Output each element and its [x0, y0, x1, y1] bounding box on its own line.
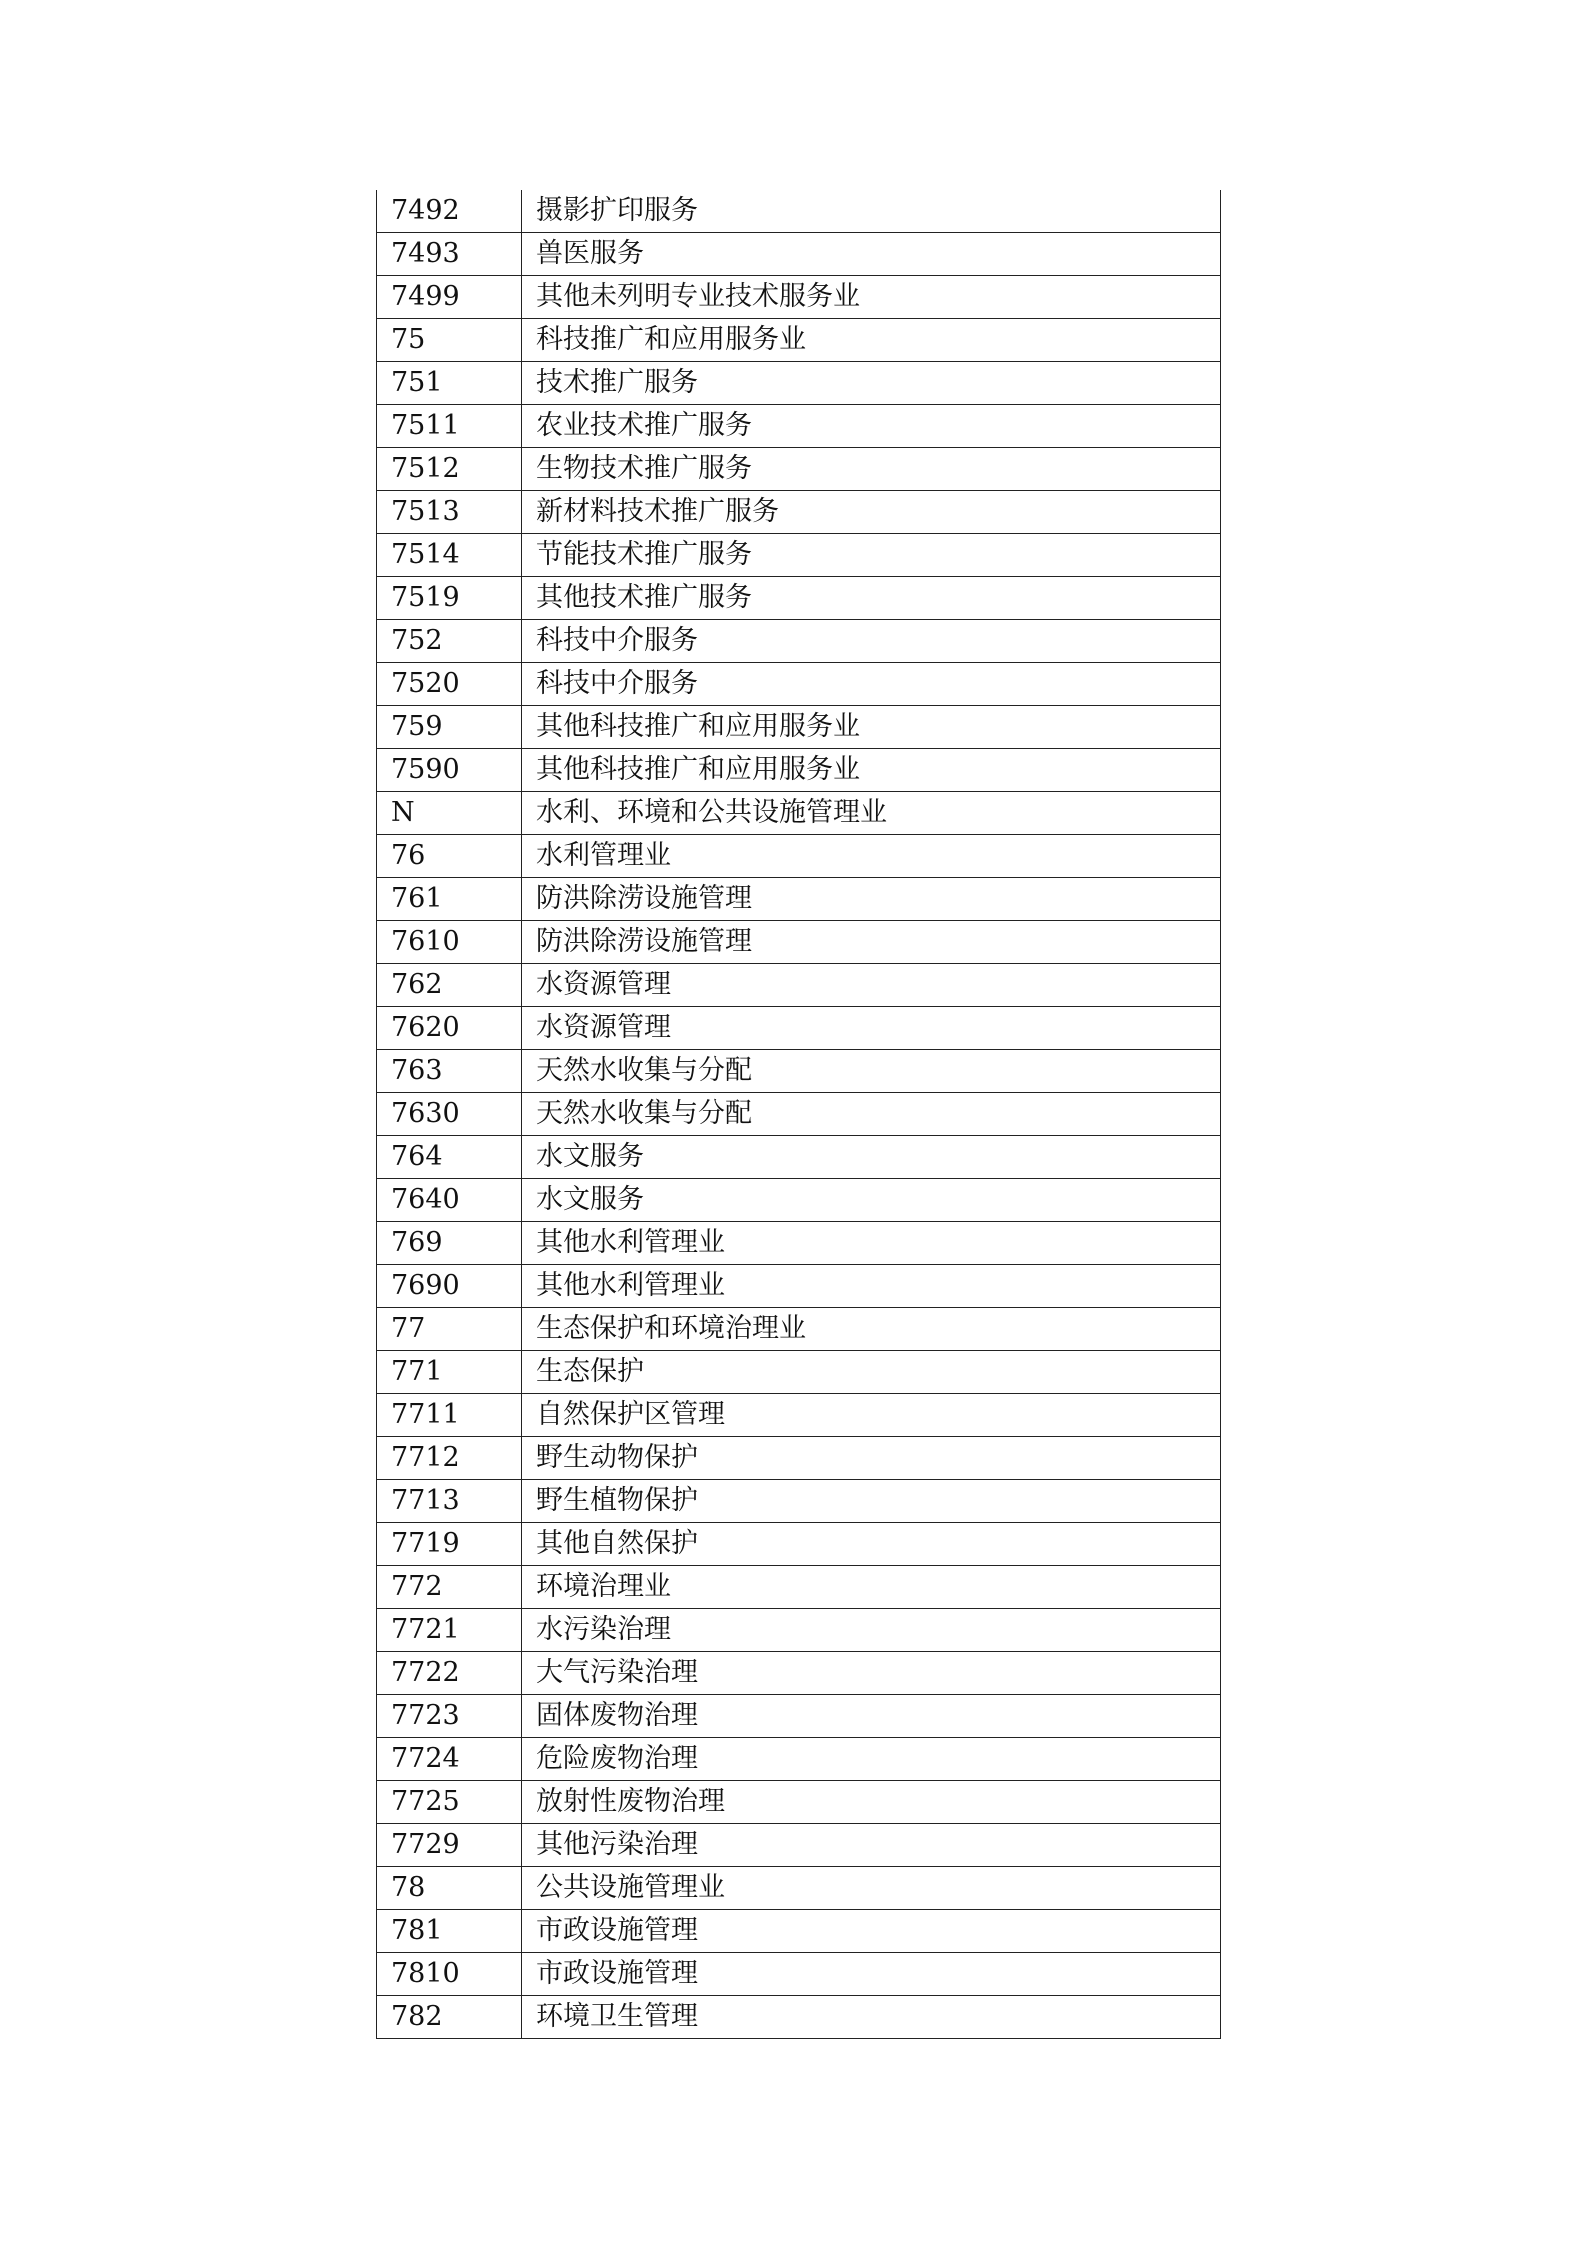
industry-code-cell: 781 [377, 1910, 522, 1953]
industry-name-cell: 水资源管理 [522, 1007, 1221, 1050]
industry-code-cell: 7590 [377, 749, 522, 792]
table-row [377, 1781, 1221, 1824]
industry-code-cell: 7712 [377, 1437, 522, 1480]
table-row [377, 534, 1221, 577]
table-body [377, 190, 1221, 2039]
industry-name-cell: 固体废物治理 [522, 1695, 1221, 1738]
industry-name-cell: 水文服务 [522, 1136, 1221, 1179]
industry-code-cell: 7630 [377, 1093, 522, 1136]
industry-code-cell: 759 [377, 706, 522, 749]
industry-code-cell: 751 [377, 362, 522, 405]
industry-name-cell: 危险废物治理 [522, 1738, 1221, 1781]
industry-name-cell: 放射性废物治理 [522, 1781, 1221, 1824]
industry-name-cell: 其他技术推广服务 [522, 577, 1221, 620]
table-row [377, 1007, 1221, 1050]
industry-code-cell: 7729 [377, 1824, 522, 1867]
industry-code-cell: 7493 [377, 233, 522, 276]
industry-name-cell: 其他污染治理 [522, 1824, 1221, 1867]
table-row [377, 405, 1221, 448]
table-row [377, 1136, 1221, 1179]
industry-code-cell: 7519 [377, 577, 522, 620]
industry-code-cell: 7711 [377, 1394, 522, 1437]
industry-name-cell: 其他科技推广和应用服务业 [522, 706, 1221, 749]
industry-code-cell: 7723 [377, 1695, 522, 1738]
industry-code-cell: 7713 [377, 1480, 522, 1523]
table-row [377, 1308, 1221, 1351]
industry-name-cell: 科技推广和应用服务业 [522, 319, 1221, 362]
table-row [377, 706, 1221, 749]
industry-name-cell: 公共设施管理业 [522, 1867, 1221, 1910]
industry-code-cell: 764 [377, 1136, 522, 1179]
table-row [377, 1265, 1221, 1308]
industry-code-cell: 7492 [377, 190, 522, 233]
table-row [377, 491, 1221, 534]
industry-code-cell: 7640 [377, 1179, 522, 1222]
table-row [377, 1867, 1221, 1910]
industry-name-cell: 水文服务 [522, 1179, 1221, 1222]
industry-code-cell: 7499 [377, 276, 522, 319]
table-row [377, 1093, 1221, 1136]
industry-name-cell: 野生植物保护 [522, 1480, 1221, 1523]
table-row [377, 835, 1221, 878]
industry-name-cell: 大气污染治理 [522, 1652, 1221, 1695]
industry-name-cell: 新材料技术推广服务 [522, 491, 1221, 534]
industry-code-cell: 7725 [377, 1781, 522, 1824]
industry-name-cell: 水资源管理 [522, 964, 1221, 1007]
industry-code-cell: 7722 [377, 1652, 522, 1695]
industry-name-cell: 生态保护 [522, 1351, 1221, 1394]
industry-code-cell: 782 [377, 1996, 522, 2039]
table-row [377, 448, 1221, 491]
industry-code-cell: 772 [377, 1566, 522, 1609]
industry-name-cell: 摄影扩印服务 [522, 190, 1221, 233]
industry-code-cell: 7810 [377, 1953, 522, 1996]
industry-code-table [376, 190, 1221, 2039]
table-row [377, 1910, 1221, 1953]
industry-name-cell: 市政设施管理 [522, 1910, 1221, 1953]
table-row [377, 1394, 1221, 1437]
table-row [377, 749, 1221, 792]
table-row [377, 1351, 1221, 1394]
table-row [377, 1523, 1221, 1566]
table-row [377, 1738, 1221, 1781]
industry-name-cell: 野生动物保护 [522, 1437, 1221, 1480]
table-row [377, 1824, 1221, 1867]
industry-code-cell: 76 [377, 835, 522, 878]
industry-name-cell: 天然水收集与分配 [522, 1050, 1221, 1093]
table-row [377, 663, 1221, 706]
industry-code-cell: 7512 [377, 448, 522, 491]
industry-name-cell: 水利管理业 [522, 835, 1221, 878]
industry-name-cell: 水污染治理 [522, 1609, 1221, 1652]
industry-name-cell: 其他水利管理业 [522, 1265, 1221, 1308]
industry-name-cell: 水利、环境和公共设施管理业 [522, 792, 1221, 835]
table-row [377, 1996, 1221, 2039]
industry-code-cell: 78 [377, 1867, 522, 1910]
table-row [377, 1179, 1221, 1222]
table-row [377, 1609, 1221, 1652]
table-row [377, 1050, 1221, 1093]
industry-code-cell: 7724 [377, 1738, 522, 1781]
industry-name-cell: 科技中介服务 [522, 663, 1221, 706]
table-row [377, 1953, 1221, 1996]
industry-code-cell: 75 [377, 319, 522, 362]
industry-code-cell: 77 [377, 1308, 522, 1351]
table-row [377, 362, 1221, 405]
industry-name-cell: 农业技术推广服务 [522, 405, 1221, 448]
industry-name-cell: 科技中介服务 [522, 620, 1221, 663]
industry-code-cell: 7520 [377, 663, 522, 706]
table-row [377, 1652, 1221, 1695]
industry-name-cell: 防洪除涝设施管理 [522, 921, 1221, 964]
industry-code-cell: 7514 [377, 534, 522, 577]
industry-name-cell: 环境治理业 [522, 1566, 1221, 1609]
industry-code-cell: 769 [377, 1222, 522, 1265]
industry-name-cell: 技术推广服务 [522, 362, 1221, 405]
industry-name-cell: 其他未列明专业技术服务业 [522, 276, 1221, 319]
industry-code-cell: 7513 [377, 491, 522, 534]
table-row [377, 1437, 1221, 1480]
industry-code-cell: 7620 [377, 1007, 522, 1050]
table-row [377, 577, 1221, 620]
industry-code-cell: 7721 [377, 1609, 522, 1652]
industry-code-cell: 7719 [377, 1523, 522, 1566]
industry-name-cell: 节能技术推广服务 [522, 534, 1221, 577]
industry-name-cell: 兽医服务 [522, 233, 1221, 276]
table-row [377, 276, 1221, 319]
table-row [377, 1566, 1221, 1609]
table-row [377, 878, 1221, 921]
industry-code-cell: N [377, 792, 522, 835]
industry-code-cell: 752 [377, 620, 522, 663]
industry-code-cell: 7690 [377, 1265, 522, 1308]
industry-name-cell: 市政设施管理 [522, 1953, 1221, 1996]
industry-code-cell: 762 [377, 964, 522, 1007]
industry-name-cell: 防洪除涝设施管理 [522, 878, 1221, 921]
industry-name-cell: 其他自然保护 [522, 1523, 1221, 1566]
industry-name-cell: 自然保护区管理 [522, 1394, 1221, 1437]
industry-code-cell: 761 [377, 878, 522, 921]
table-row [377, 964, 1221, 1007]
industry-code-cell: 7511 [377, 405, 522, 448]
table-row [377, 190, 1221, 233]
industry-name-cell: 生物技术推广服务 [522, 448, 1221, 491]
industry-code-cell: 771 [377, 1351, 522, 1394]
table-row [377, 1695, 1221, 1738]
table-row [377, 620, 1221, 663]
industry-code-cell: 7610 [377, 921, 522, 964]
table-row [377, 792, 1221, 835]
table-row [377, 1222, 1221, 1265]
industry-name-cell: 生态保护和环境治理业 [522, 1308, 1221, 1351]
table-row [377, 1480, 1221, 1523]
table-row [377, 319, 1221, 362]
table-row [377, 233, 1221, 276]
industry-name-cell: 其他水利管理业 [522, 1222, 1221, 1265]
industry-code-cell: 763 [377, 1050, 522, 1093]
table-row [377, 921, 1221, 964]
industry-name-cell: 环境卫生管理 [522, 1996, 1221, 2039]
industry-name-cell: 其他科技推广和应用服务业 [522, 749, 1221, 792]
industry-name-cell: 天然水收集与分配 [522, 1093, 1221, 1136]
